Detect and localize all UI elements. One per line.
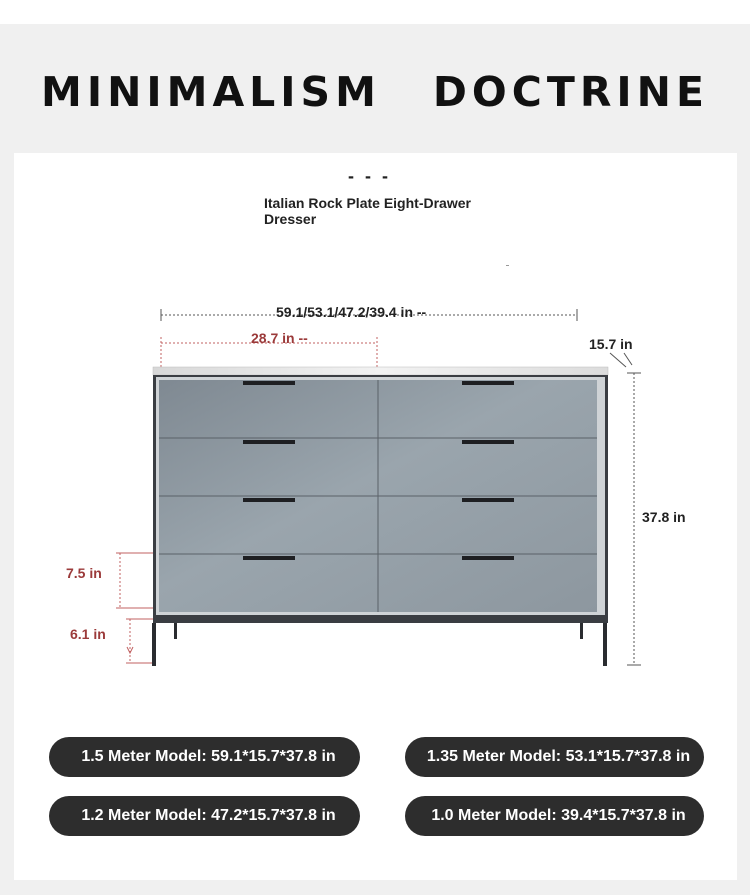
dresser-illustration: [14, 153, 737, 693]
model-pill-1-5m: 1.5 Meter Model: 59.1*15.7*37.8 in: [49, 737, 360, 777]
model-pill-1-35m: 1.35 Meter Model: 53.1*15.7*37.8 in: [405, 737, 704, 777]
dresser-legs: [152, 623, 607, 666]
product-card: [14, 153, 737, 880]
decorative-dashes: - - -: [348, 166, 391, 186]
model-pill-1-0m: 1.0 Meter Model: 39.4*15.7*37.8 in: [405, 796, 704, 836]
model-pill-1-2m: 1.2 Meter Model: 47.2*15.7*37.8 in: [49, 796, 360, 836]
headline-word-minimalism: MINIMALISM: [41, 68, 381, 116]
half-width-label: 28.7 in --: [251, 330, 308, 346]
product-title: Italian Rock Plate Eight-Drawer Dresser: [264, 195, 471, 227]
top-strip: [0, 0, 750, 24]
leg-height-label: 6.1 in: [70, 626, 106, 642]
headline: [0, 68, 750, 124]
height-dimension-line: [627, 373, 641, 665]
height-label: 37.8 in: [642, 509, 686, 525]
depth-label: 15.7 in: [589, 336, 633, 352]
dresser-base: [153, 615, 608, 623]
depth-indicator: [610, 353, 632, 367]
headline-word-doctrine: DOCTRINE: [432, 68, 709, 116]
total-width-label: 59.1/53.1/47.2/39.4 in --: [276, 304, 427, 320]
marble-top: [153, 367, 608, 375]
drawer-height-label: 7.5 in: [66, 565, 102, 581]
leg-height-dimension-line: [126, 619, 154, 663]
